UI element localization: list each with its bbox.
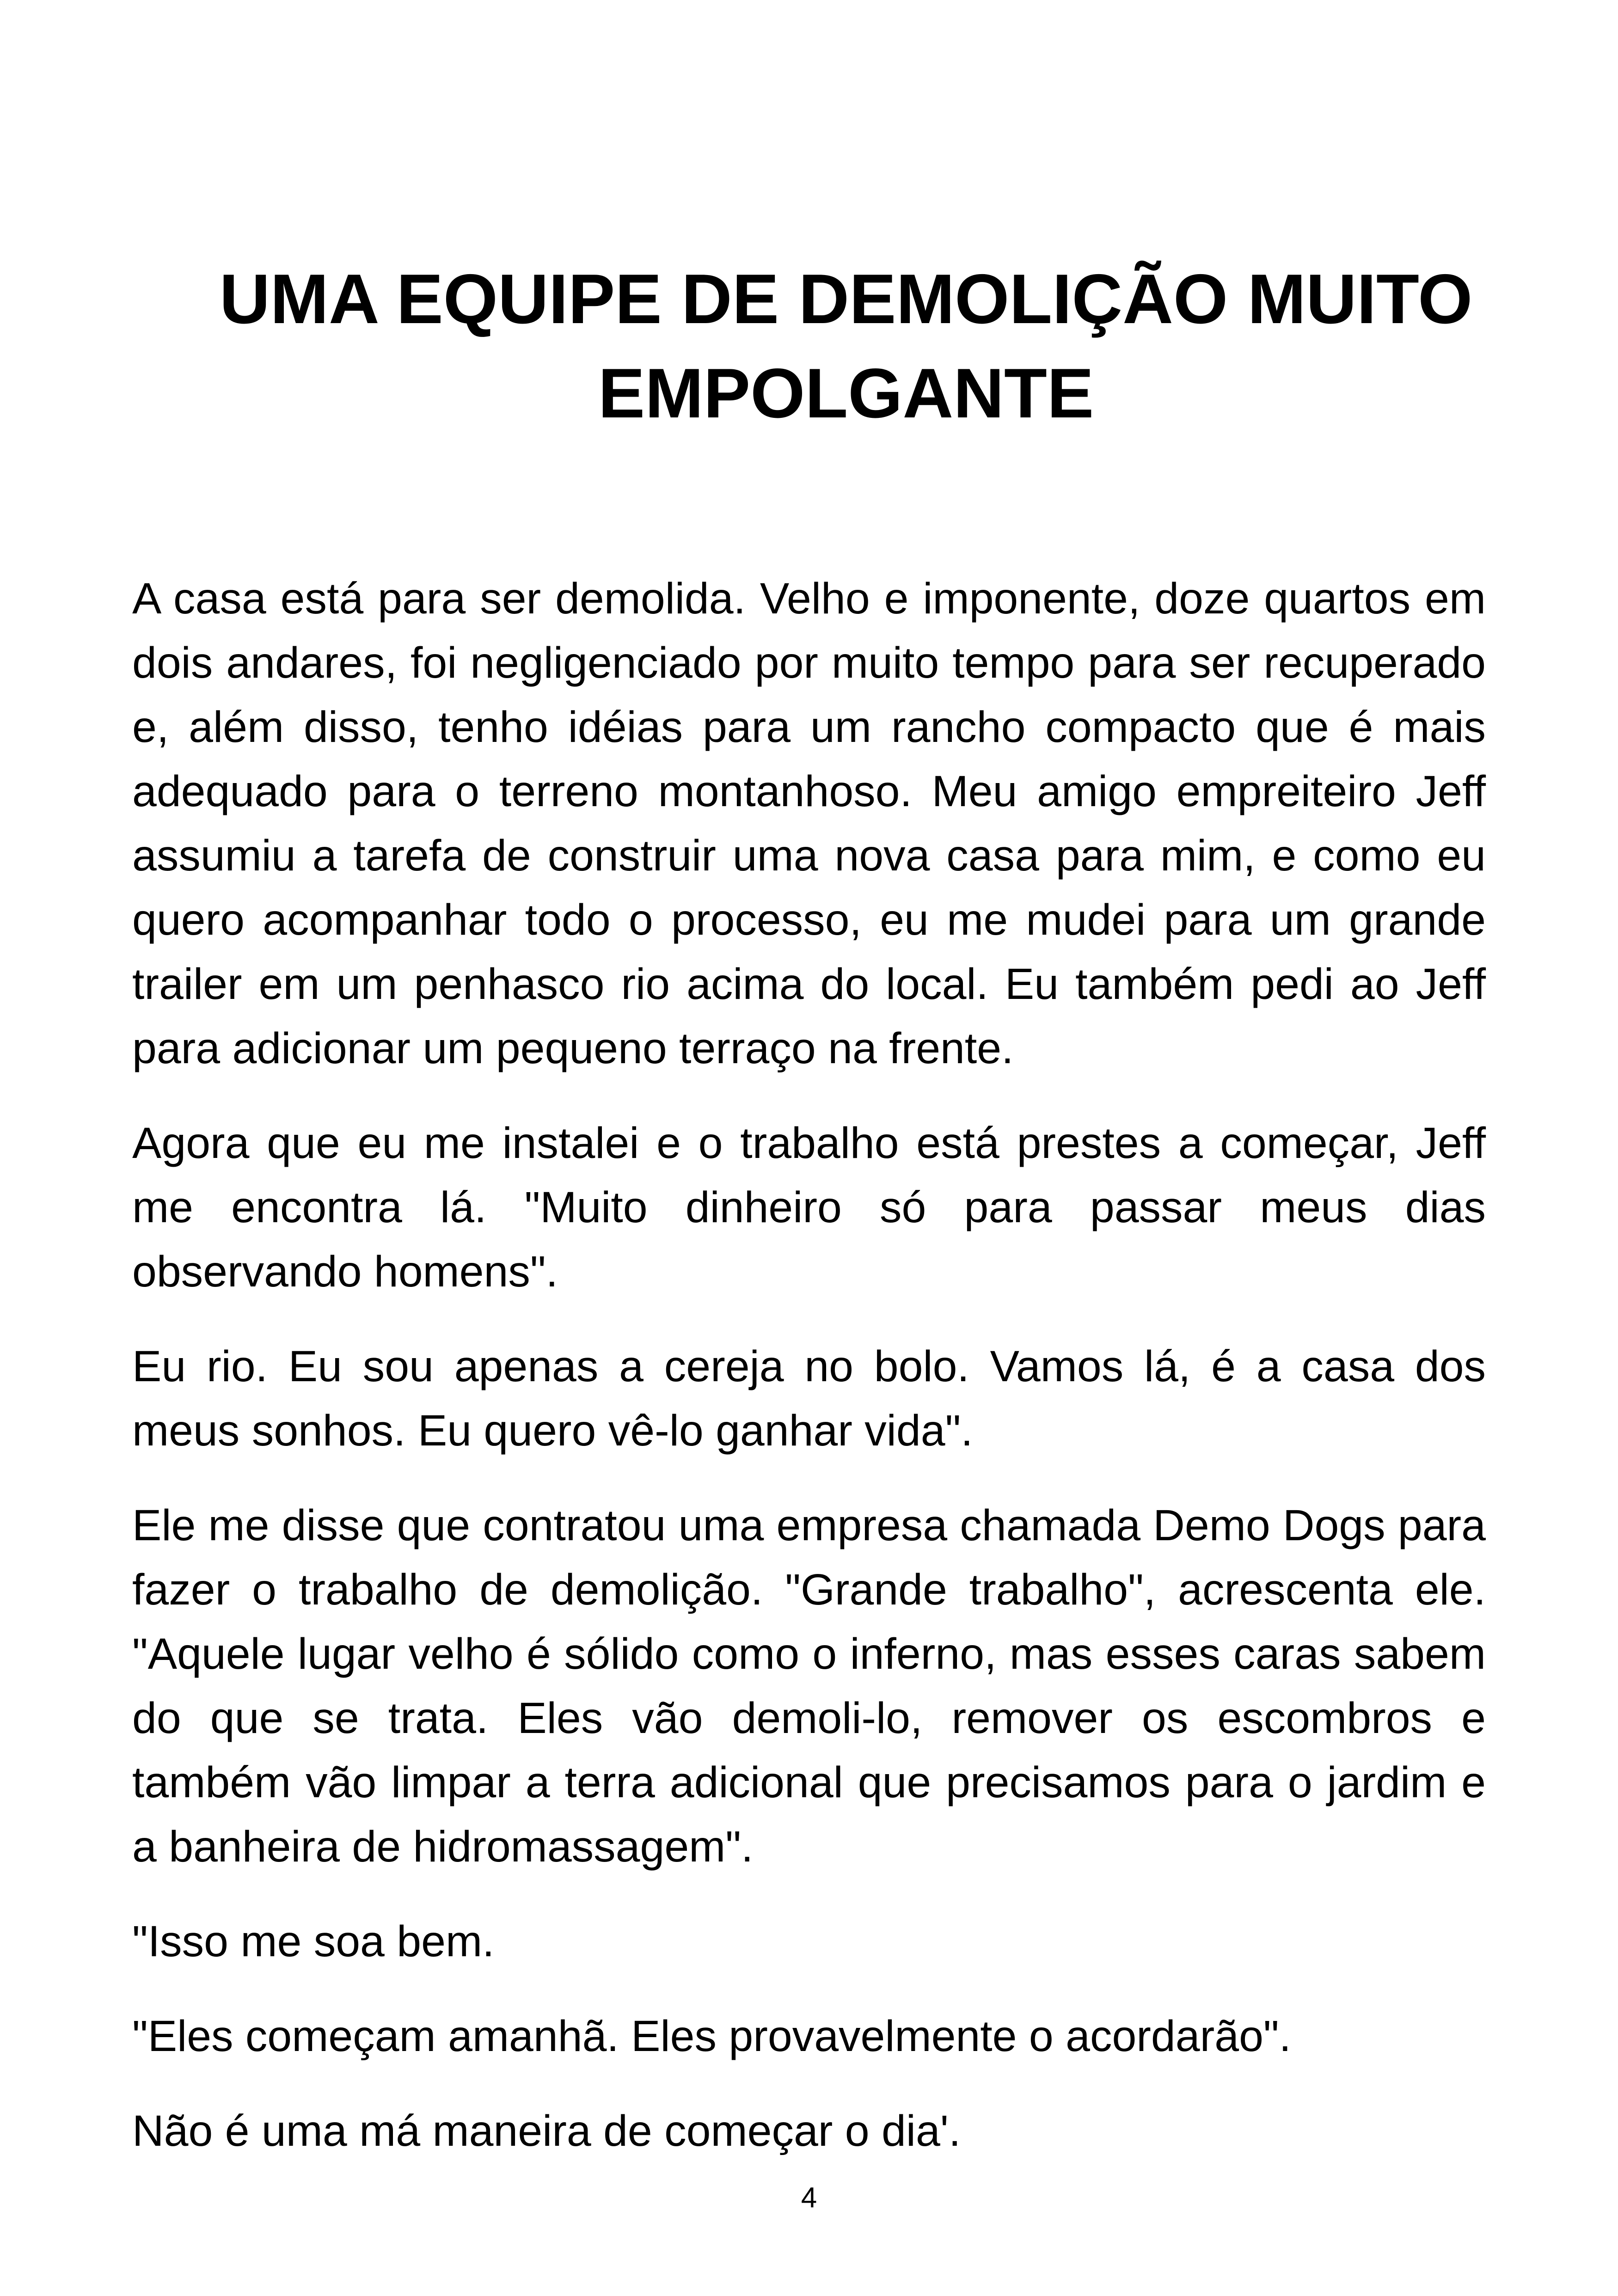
chapter-title: UMA EQUIPE DE DEMOLIÇÃO MUITO EMPOLGANTE (219, 260, 1473, 433)
paragraph: "Isso me soa bem. (132, 1917, 495, 1966)
paragraph: Eu rio. Eu sou apenas a cereja no bolo. Vamos lá, é a casa dos meus sonhos. Eu quero vê-lo ganhar vida". (132, 1342, 1486, 1455)
paragraph: Não é uma má maneira de começar o dia'. (132, 2106, 961, 2155)
page-number: 4 (801, 2182, 817, 2214)
paragraph: Ele me disse que contratou uma empresa chamada Demo Dogs para fazer o trabalho de demolição. "Grande trabalho", acrescenta ele. "Aquele lugar velho é sólido como o inferno, mas esses caras sabem do que se trata. Eles vão demoli-lo, remover os escombros e também vão limpar a terra adicional que precisamos para o jardim e a banheira de hidromassagem". (132, 1501, 1486, 1871)
paragraph: A casa está para ser demolida. Velho e imponente, doze quartos em dois andares, foi negligenciado por muito tempo para ser recuperado e, além disso, tenho idéias para um rancho compacto que é mais adequado para o terreno montanhoso. Meu amigo empreiteiro Jeff assumiu a tarefa de construir uma nova casa para mim, e como eu quero acompanhar todo o processo, eu me mudei para um grande trailer em um penhasco rio acima do local. Eu também pedi ao Jeff para adicionar um pequeno terraço na frente. (132, 574, 1486, 1073)
body-text (132, 567, 1486, 2194)
paragraph: Agora que eu me instalei e o trabalho está prestes a começar, Jeff me encontra lá. "Muito dinheiro só para passar meus dias observando homens". (132, 1119, 1486, 1296)
paragraph: "Eles começam amanhã. Eles provavelmente o acordarão". (132, 2012, 1292, 2061)
